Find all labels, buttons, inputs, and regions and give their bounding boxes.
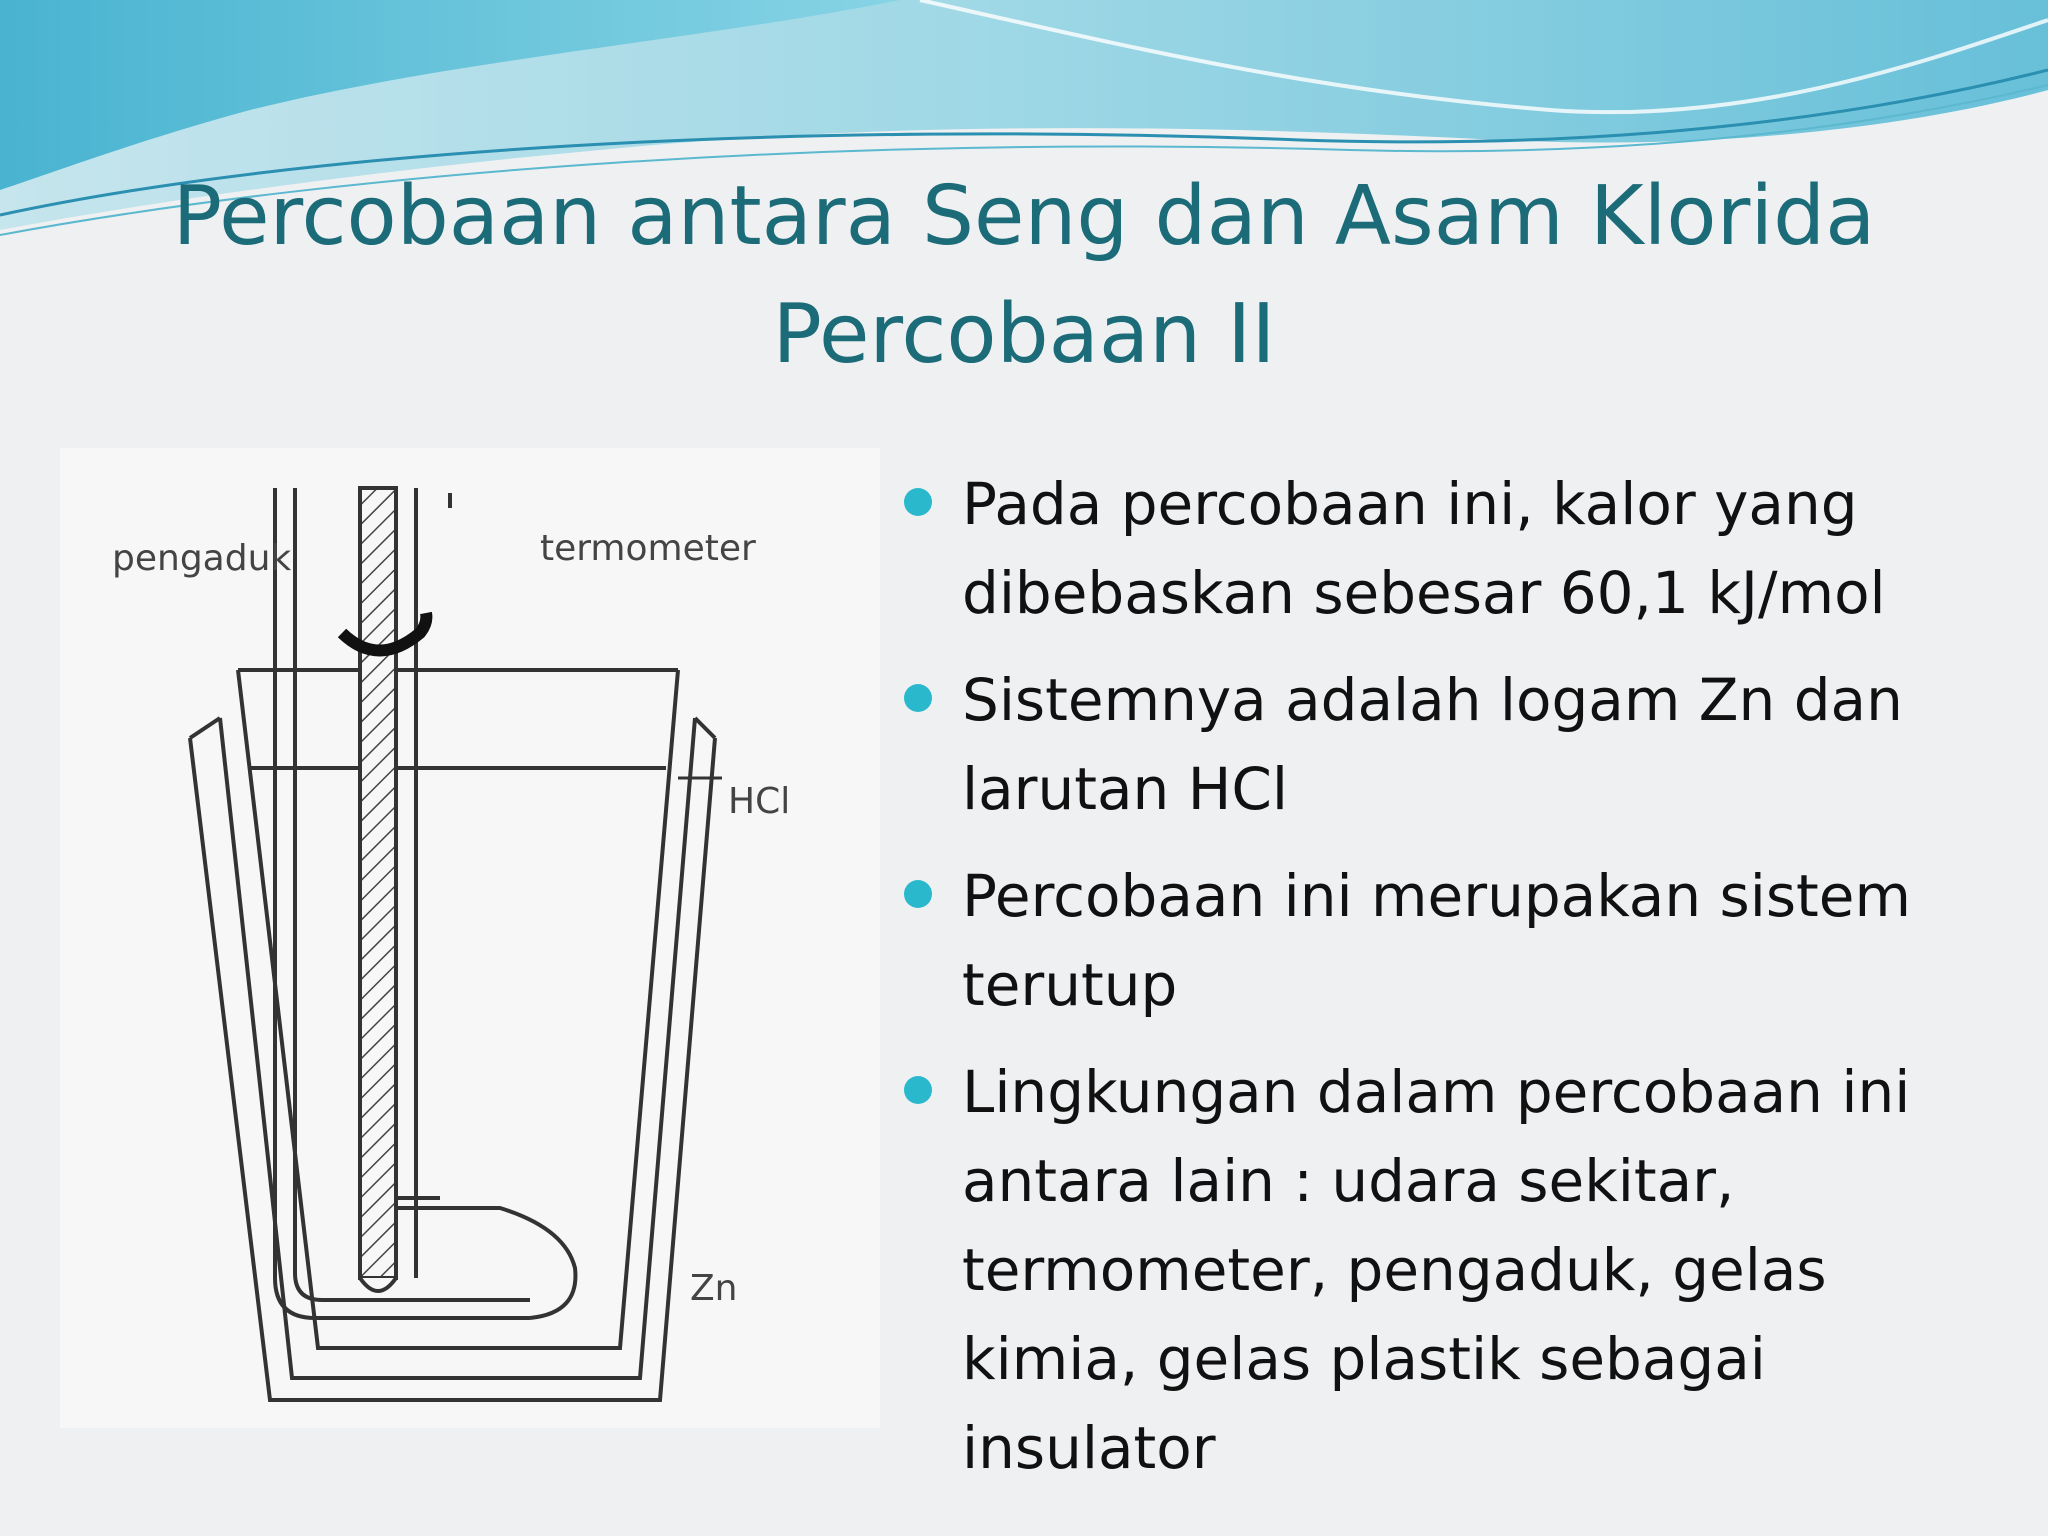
bullet-item — [900, 1048, 2000, 1493]
bullet-dot-icon — [904, 684, 932, 712]
slide-title — [0, 158, 2048, 394]
outer-cup-rim-left — [190, 718, 220, 738]
stirrer-rod-outer — [275, 488, 530, 1318]
slide-title-line-2: Percobaan II — [772, 287, 1276, 382]
label-pengaduk: pengaduk — [112, 538, 292, 579]
bullet-text: Pada percobaan ini, kalor yang dibebaskan sebesar 60,1 kJ/mol — [962, 470, 1886, 627]
bullet-item — [900, 460, 2000, 638]
bullet-dot-icon — [904, 880, 932, 908]
calorimeter-drawing — [60, 448, 880, 1428]
bullet-text: Sistemnya adalah logam Zn dan larutan HCl — [962, 666, 1903, 823]
calorimeter-diagram — [60, 448, 880, 1428]
bullet-list — [900, 460, 2000, 1511]
slide-title-line-1: Percobaan antara Seng dan Asam Klorida — [172, 169, 1876, 264]
label-hcl: HCl — [728, 781, 791, 822]
label-termometer: termometer — [540, 528, 756, 569]
stirrer-rod-inner — [295, 488, 530, 1300]
thermometer-body — [360, 488, 396, 1278]
bullet-text: Percobaan ini merupakan sistem terutup — [962, 862, 1911, 1019]
thermometer-bulb — [360, 1278, 396, 1291]
outer-cup-inner-wall — [220, 718, 695, 1378]
outer-cup-rim-right — [695, 718, 715, 738]
bullet-item — [900, 852, 2000, 1030]
bullet-dot-icon — [904, 1076, 932, 1104]
bullet-text: Lingkungan dalam percobaan ini antara lain : udara sekitar, termometer, pengaduk, gelas kimia, gelas plastik sebagai insulator — [962, 1058, 1911, 1482]
label-zn: Zn — [690, 1268, 738, 1309]
bullet-item — [900, 656, 2000, 834]
bullet-dot-icon — [904, 488, 932, 516]
inner-beaker — [238, 670, 678, 1348]
